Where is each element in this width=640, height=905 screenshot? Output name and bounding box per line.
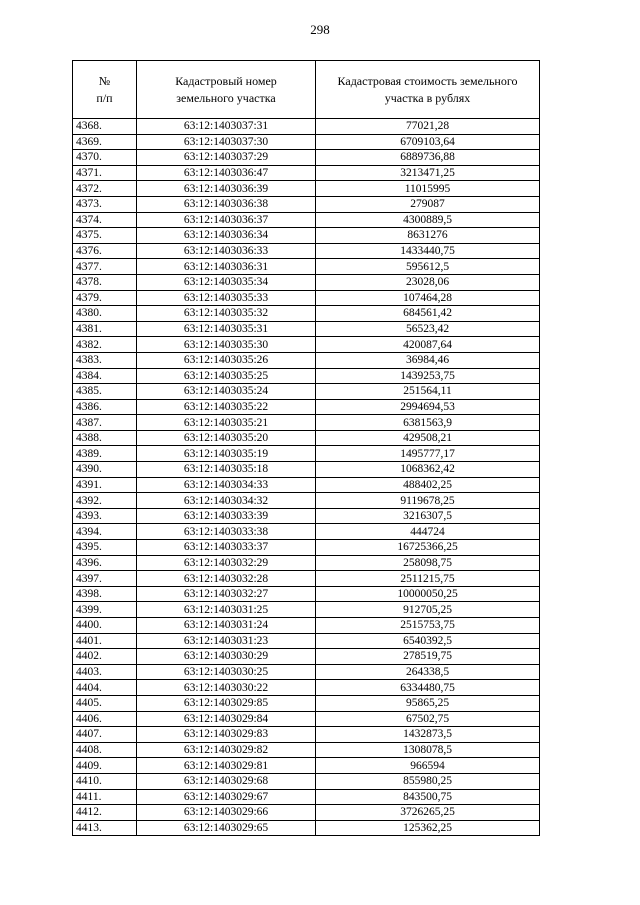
cadastral-value-cell: 67502,75 — [316, 711, 540, 727]
table-row — [73, 337, 540, 353]
cadastral-value-cell: 2511215,75 — [316, 571, 540, 587]
row-number-cell: 4372. — [73, 181, 137, 197]
table-row — [73, 633, 540, 649]
table-row — [73, 306, 540, 322]
table-row — [73, 243, 540, 259]
table-row — [73, 680, 540, 696]
cadastral-value-cell: 684561,42 — [316, 306, 540, 322]
cadastral-number-cell: 63:12:1403035:34 — [137, 274, 316, 290]
cadastral-number-cell: 63:12:1403031:25 — [137, 602, 316, 618]
table-row — [73, 259, 540, 275]
row-number-cell: 4374. — [73, 212, 137, 228]
row-number-cell: 4391. — [73, 477, 137, 493]
cadastral-number-cell: 63:12:1403030:29 — [137, 649, 316, 665]
cadastral-number-cell: 63:12:1403036:38 — [137, 196, 316, 212]
cadastral-number-cell: 63:12:1403035:24 — [137, 384, 316, 400]
table-row — [73, 399, 540, 415]
cadastral-number-cell: 63:12:1403035:32 — [137, 306, 316, 322]
cadastral-number-cell: 63:12:1403036:39 — [137, 181, 316, 197]
page-number: 298 — [310, 22, 330, 37]
table-row — [73, 758, 540, 774]
cadastral-value-cell: 279087 — [316, 196, 540, 212]
row-number-cell: 4397. — [73, 571, 137, 587]
table-row — [73, 352, 540, 368]
row-number-cell: 4384. — [73, 368, 137, 384]
cadastral-value-cell: 251564,11 — [316, 384, 540, 400]
row-number-cell: 4390. — [73, 462, 137, 478]
cadastral-number-cell: 63:12:1403034:32 — [137, 493, 316, 509]
cadastral-number-cell: 63:12:1403029:83 — [137, 727, 316, 743]
cadastral-number-cell: 63:12:1403035:18 — [137, 462, 316, 478]
table-row — [73, 119, 540, 135]
cadastral-value-cell: 3216307,5 — [316, 508, 540, 524]
cadastral-value-cell: 11015995 — [316, 181, 540, 197]
cadastral-value-cell: 488402,25 — [316, 477, 540, 493]
cadastral-number-cell: 63:12:1403036:31 — [137, 259, 316, 275]
table-row — [73, 727, 540, 743]
header-line: участка в рублях — [384, 90, 471, 105]
row-number-cell: 4382. — [73, 337, 137, 353]
row-number-cell: 4371. — [73, 165, 137, 181]
header-cadastral-value — [316, 61, 540, 119]
table-row — [73, 228, 540, 244]
row-number-cell: 4376. — [73, 243, 137, 259]
table-row — [73, 415, 540, 431]
table-row — [73, 711, 540, 727]
cadastral-number-cell: 63:12:1403032:29 — [137, 555, 316, 571]
row-number-cell: 4398. — [73, 586, 137, 602]
cadastral-value-cell: 855980,25 — [316, 773, 540, 789]
table-row — [73, 742, 540, 758]
cadastral-value-cell: 6540392,5 — [316, 633, 540, 649]
header-line: п/п — [96, 90, 113, 105]
cadastral-number-cell: 63:12:1403036:33 — [137, 243, 316, 259]
cadastral-value-cell: 1432873,5 — [316, 727, 540, 743]
cadastral-number-cell: 63:12:1403035:31 — [137, 321, 316, 337]
cadastral-value-cell: 1068362,42 — [316, 462, 540, 478]
cadastral-value-cell: 23028,06 — [316, 274, 540, 290]
cadastral-value-cell: 125362,25 — [316, 820, 540, 836]
row-number-cell: 4400. — [73, 618, 137, 634]
cadastral-number-cell: 63:12:1403029:82 — [137, 742, 316, 758]
cadastral-value-table — [72, 60, 540, 836]
cadastral-value-cell: 1495777,17 — [316, 446, 540, 462]
table-row — [73, 446, 540, 462]
cadastral-value-cell: 16725366,25 — [316, 540, 540, 556]
cadastral-value-cell: 6889736,88 — [316, 150, 540, 166]
row-number-cell: 4395. — [73, 540, 137, 556]
cadastral-number-cell: 63:12:1403035:19 — [137, 446, 316, 462]
row-number-cell: 4396. — [73, 555, 137, 571]
cadastral-number-cell: 63:12:1403032:27 — [137, 586, 316, 602]
cadastral-value-cell: 9119678,25 — [316, 493, 540, 509]
cadastral-value-cell: 264338,5 — [316, 664, 540, 680]
table-row — [73, 462, 540, 478]
table-row — [73, 664, 540, 680]
cadastral-number-cell: 63:12:1403035:21 — [137, 415, 316, 431]
cadastral-number-cell: 63:12:1403029:84 — [137, 711, 316, 727]
table-row — [73, 789, 540, 805]
row-number-cell: 4375. — [73, 228, 137, 244]
table-row — [73, 524, 540, 540]
cadastral-value-cell: 912705,25 — [316, 602, 540, 618]
row-number-cell: 4406. — [73, 711, 137, 727]
row-number-cell: 4370. — [73, 150, 137, 166]
table-row — [73, 165, 540, 181]
cadastral-number-cell: 63:12:1403030:25 — [137, 664, 316, 680]
row-number-cell: 4399. — [73, 602, 137, 618]
row-number-cell: 4380. — [73, 306, 137, 322]
cadastral-number-cell: 63:12:1403029:81 — [137, 758, 316, 774]
cadastral-value-cell: 595612,5 — [316, 259, 540, 275]
cadastral-number-cell: 63:12:1403035:26 — [137, 352, 316, 368]
cadastral-value-cell: 107464,28 — [316, 290, 540, 306]
cadastral-number-cell: 63:12:1403031:23 — [137, 633, 316, 649]
row-number-cell: 4411. — [73, 789, 137, 805]
cadastral-value-cell: 1433440,75 — [316, 243, 540, 259]
row-number-cell: 4379. — [73, 290, 137, 306]
row-number-cell: 4368. — [73, 119, 137, 135]
row-number-cell: 4403. — [73, 664, 137, 680]
table-row — [73, 820, 540, 836]
table-row — [73, 321, 540, 337]
table-row — [73, 150, 540, 166]
table-row — [73, 430, 540, 446]
cadastral-number-cell: 63:12:1403029:66 — [137, 805, 316, 821]
table-row — [73, 508, 540, 524]
row-number-cell: 4373. — [73, 196, 137, 212]
table-row — [73, 602, 540, 618]
table-row — [73, 618, 540, 634]
row-number-cell: 4381. — [73, 321, 137, 337]
cadastral-value-cell: 2994694,53 — [316, 399, 540, 415]
header-row-number — [73, 61, 137, 119]
table-row — [73, 212, 540, 228]
cadastral-number-cell: 63:12:1403037:29 — [137, 150, 316, 166]
row-number-cell: 4393. — [73, 508, 137, 524]
table-row — [73, 493, 540, 509]
table-row — [73, 134, 540, 150]
header-line: Кадастровая стоимость земельного — [337, 73, 518, 88]
table-row — [73, 586, 540, 602]
row-number-cell: 4402. — [73, 649, 137, 665]
table-row — [73, 274, 540, 290]
table-row — [73, 805, 540, 821]
row-number-cell: 4404. — [73, 680, 137, 696]
row-number-cell: 4405. — [73, 695, 137, 711]
cadastral-number-cell: 63:12:1403036:37 — [137, 212, 316, 228]
cadastral-value-cell: 6709103,64 — [316, 134, 540, 150]
cadastral-number-cell: 63:12:1403032:28 — [137, 571, 316, 587]
cadastral-number-cell: 63:12:1403035:33 — [137, 290, 316, 306]
cadastral-number-cell: 63:12:1403029:85 — [137, 695, 316, 711]
cadastral-number-cell: 63:12:1403033:39 — [137, 508, 316, 524]
row-number-cell: 4401. — [73, 633, 137, 649]
cadastral-value-cell: 56523,42 — [316, 321, 540, 337]
table-row — [73, 649, 540, 665]
table-row — [73, 571, 540, 587]
row-number-cell: 4392. — [73, 493, 137, 509]
header-line: земельного участка — [176, 90, 276, 105]
cadastral-number-cell: 63:12:1403035:22 — [137, 399, 316, 415]
cadastral-value-cell: 10000050,25 — [316, 586, 540, 602]
table-row — [73, 695, 540, 711]
row-number-cell: 4386. — [73, 399, 137, 415]
cadastral-number-cell: 63:12:1403034:33 — [137, 477, 316, 493]
header-line: Кадастровый номер — [175, 73, 277, 88]
header-line: № — [98, 73, 111, 88]
table-row — [73, 384, 540, 400]
cadastral-value-cell: 258098,75 — [316, 555, 540, 571]
cadastral-value-cell: 95865,25 — [316, 695, 540, 711]
cadastral-value-cell: 77021,28 — [316, 119, 540, 135]
cadastral-number-cell: 63:12:1403035:30 — [137, 337, 316, 353]
cadastral-value-cell: 1308078,5 — [316, 742, 540, 758]
table-row — [73, 290, 540, 306]
cadastral-number-cell: 63:12:1403036:34 — [137, 228, 316, 244]
row-number-cell: 4412. — [73, 805, 137, 821]
cadastral-value-cell: 36984,46 — [316, 352, 540, 368]
row-number-cell: 4388. — [73, 430, 137, 446]
table-row — [73, 477, 540, 493]
cadastral-number-cell: 63:12:1403029:68 — [137, 773, 316, 789]
cadastral-value-cell: 8631276 — [316, 228, 540, 244]
cadastral-number-cell: 63:12:1403033:37 — [137, 540, 316, 556]
table-row — [73, 181, 540, 197]
cadastral-value-cell: 1439253,75 — [316, 368, 540, 384]
cadastral-value-cell: 429508,21 — [316, 430, 540, 446]
row-number-cell: 4394. — [73, 524, 137, 540]
row-number-cell: 4377. — [73, 259, 137, 275]
cadastral-value-cell: 4300889,5 — [316, 212, 540, 228]
cadastral-value-cell: 2515753,75 — [316, 618, 540, 634]
cadastral-number-cell: 63:12:1403035:25 — [137, 368, 316, 384]
row-number-cell: 4385. — [73, 384, 137, 400]
table-row — [73, 540, 540, 556]
table-row — [73, 555, 540, 571]
table-header-row — [73, 61, 540, 119]
cadastral-number-cell: 63:12:1403037:31 — [137, 119, 316, 135]
row-number-cell: 4389. — [73, 446, 137, 462]
cadastral-number-cell: 63:12:1403030:22 — [137, 680, 316, 696]
cadastral-number-cell: 63:12:1403035:20 — [137, 430, 316, 446]
header-cadastral-number — [137, 61, 316, 119]
table-body — [73, 119, 540, 836]
row-number-cell: 4383. — [73, 352, 137, 368]
cadastral-value-cell: 420087,64 — [316, 337, 540, 353]
cadastral-value-cell: 278519,75 — [316, 649, 540, 665]
table-row — [73, 196, 540, 212]
cadastral-number-cell: 63:12:1403029:67 — [137, 789, 316, 805]
cadastral-value-cell: 444724 — [316, 524, 540, 540]
row-number-cell: 4387. — [73, 415, 137, 431]
cadastral-number-cell: 63:12:1403031:24 — [137, 618, 316, 634]
row-number-cell: 4413. — [73, 820, 137, 836]
cadastral-number-cell: 63:12:1403037:30 — [137, 134, 316, 150]
cadastral-value-cell: 6381563,9 — [316, 415, 540, 431]
cadastral-number-cell: 63:12:1403029:65 — [137, 820, 316, 836]
cadastral-value-cell: 843500,75 — [316, 789, 540, 805]
cadastral-value-cell: 3213471,25 — [316, 165, 540, 181]
table-row — [73, 773, 540, 789]
cadastral-number-cell: 63:12:1403036:47 — [137, 165, 316, 181]
table-row — [73, 368, 540, 384]
row-number-cell: 4369. — [73, 134, 137, 150]
cadastral-number-cell: 63:12:1403033:38 — [137, 524, 316, 540]
row-number-cell: 4407. — [73, 727, 137, 743]
row-number-cell: 4408. — [73, 742, 137, 758]
cadastral-value-cell: 966594 — [316, 758, 540, 774]
row-number-cell: 4409. — [73, 758, 137, 774]
cadastral-value-cell: 3726265,25 — [316, 805, 540, 821]
row-number-cell: 4378. — [73, 274, 137, 290]
row-number-cell: 4410. — [73, 773, 137, 789]
cadastral-value-cell: 6334480,75 — [316, 680, 540, 696]
